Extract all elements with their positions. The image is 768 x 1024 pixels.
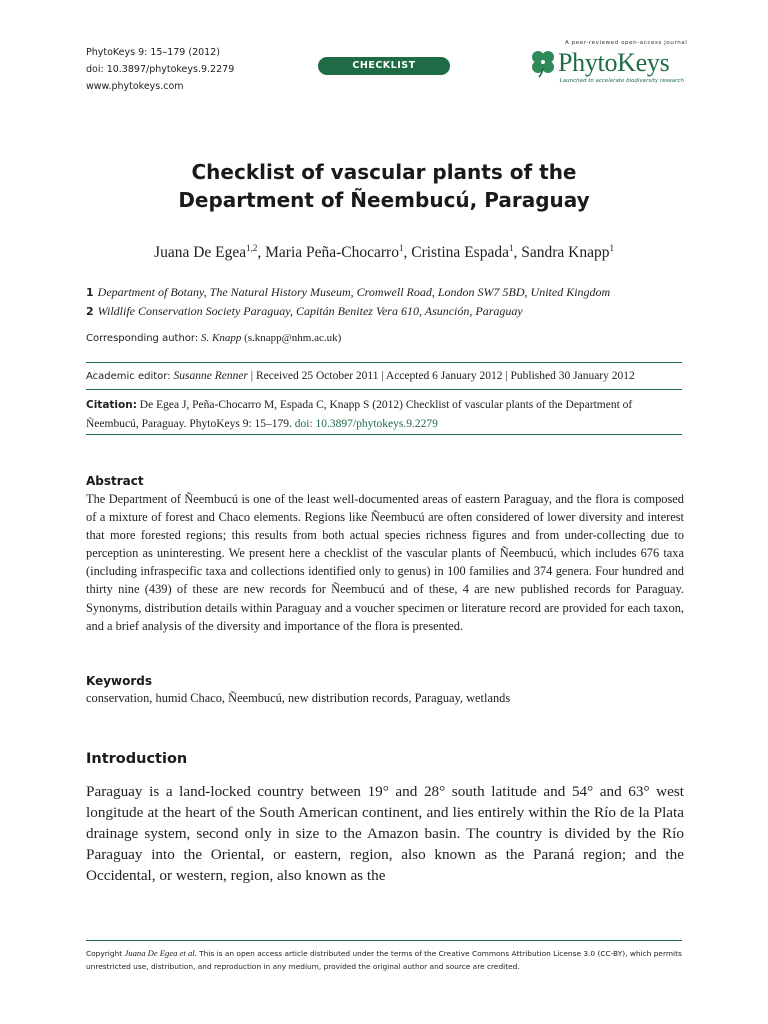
editorial-history — [86, 370, 686, 382]
affiliation-text: Wildlife Conservation Society Paraguay, Capitán Benitez Vera 610, Asunción, Paraguay — [97, 304, 523, 318]
citation-label: Citation: — [86, 399, 137, 411]
author-name: Cristina Espada — [411, 244, 509, 262]
affiliation-number: 1 — [86, 286, 94, 299]
divider — [86, 434, 682, 435]
keywords-text: conservation, humid Chaco, Ñeembucú, new distribution records, Paraguay, wetlands — [86, 691, 511, 705]
affiliation-item — [86, 283, 686, 302]
website-link[interactable]: www.phytokeys.com — [86, 81, 184, 92]
keywords-heading: Keywords — [86, 674, 153, 688]
publication-dates: | Received 25 October 2011 | Accepted 6 January 2012 | Published 30 January 2012 — [250, 370, 635, 382]
author-affiliation-marker: 1 — [508, 243, 514, 253]
copyright-footer — [86, 947, 684, 973]
abstract-heading: Abstract — [86, 474, 144, 488]
author-name: Maria Peña-Chocarro — [265, 244, 399, 262]
author-affiliation-marker: 1 — [398, 243, 404, 253]
abstract-text: The Department of Ñeembucú is one of the least well-documented areas of eastern Paraguay, and the flora is composed of a mixture of forest and Chaco elements. Regions like Ñeembucú are often considered of lower diversity and interest that more forested regions; this results from both actual species richness figures and from under-collecting due to perception as uninteresting. We present here a checklist of the vascular plants of Ñeembucú, which includes 676 taxa (including infraspecific taxa and collections identified only to genus) in 100 families and 374 genera. Four hundred and thirty nine (439) of these are new records for Ñeembucú and of these, 4 are new published records for Paraguay. Synonyms, distribution details within Paraguay and a voucher specimen or literature record are provided for each taxon, and a brief analysis of the diversity and importance of the flora is presented. — [86, 492, 684, 633]
logo-tagline-bottom: Launched to accelerate biodiversity research — [559, 78, 684, 84]
affiliation-number: 2 — [86, 305, 94, 318]
journal-logo-name: PhytoKeys — [558, 48, 670, 77]
author-separator: , — [513, 244, 522, 262]
author-list — [84, 243, 684, 262]
four-leaf-clover-icon — [528, 48, 558, 78]
citation-text: De Egea J, Peña-Chocarro M, Espada C, Knapp S (2012) Checklist of vascular plants of the Department of Ñeembucú, Paraguay. PhytoKeys 9: 15–179. — [86, 399, 633, 430]
author-name: Juana De Egea — [154, 244, 247, 262]
introduction-heading: Introduction — [86, 751, 188, 767]
corresponding-author-email[interactable]: (s.knapp@nhm.ac.uk) — [244, 332, 342, 344]
academic-editor-name: Susanne Renner — [173, 370, 248, 382]
footer-divider — [86, 940, 682, 941]
license-text: This is an open access article distributed under the terms of the Creative Commons Attribution License 3.0 (CC-BY), which permits unrestricted use, distribution, and reproduction in any medium, provided the original author and source are credited. — [86, 949, 682, 971]
copyright-holder: Juana De Egea et al. — [124, 948, 197, 958]
divider — [86, 362, 682, 363]
logo-tagline-top: A peer-reviewed open-access journal — [565, 40, 688, 46]
author-name: Sandra Knapp — [521, 244, 610, 262]
copyright-label: Copyright — [86, 949, 123, 958]
doi-link[interactable]: doi: 10.3897/phytokeys.9.2279 — [86, 64, 235, 75]
academic-editor-label: Academic editor: — [86, 371, 171, 382]
journal-meta — [86, 44, 234, 95]
corresponding-author-label: Corresponding author: — [86, 333, 199, 344]
divider — [86, 389, 682, 390]
affiliation-item — [86, 302, 686, 321]
citation-doi-link[interactable]: doi: 10.3897/phytokeys.9.2279 — [294, 418, 438, 430]
author-affiliation-marker: 1 — [609, 243, 614, 253]
corresponding-author-name: S. Knapp — [200, 332, 242, 344]
affiliation-text: Department of Botany, The Natural History Museum, Cromwell Road, London SW7 5BD, United Kingdom — [97, 285, 611, 299]
corresponding-author — [86, 332, 341, 344]
affiliation-list — [86, 283, 686, 321]
article-title — [84, 158, 684, 214]
citation-block — [86, 396, 684, 434]
title-line-1: Checklist of vascular plants of the — [191, 160, 577, 184]
author-separator: , — [403, 244, 412, 262]
author-separator: , — [257, 244, 266, 262]
title-line-2: Department of Ñeembucú, Paraguay — [178, 188, 590, 212]
introduction-text: Paraguay is a land-locked country between 19° and 28° south latitude and 54° and 63° west longitude at the heart of the South American continent, and lies entirely within the Río de la Plata drainage system, second only in size to the Amazon basin. The country is divided by the Río Paraguay into the Oriental, or eastern, region, also known as the Paraná region; and the Occidental, or western, region, also known as the — [86, 783, 684, 884]
author-affiliation-marker: 1,2 — [246, 243, 258, 253]
journal-citation: PhytoKeys 9: 15–179 (2012) — [86, 47, 220, 58]
article-type-badge: CHECKLIST — [318, 57, 450, 75]
